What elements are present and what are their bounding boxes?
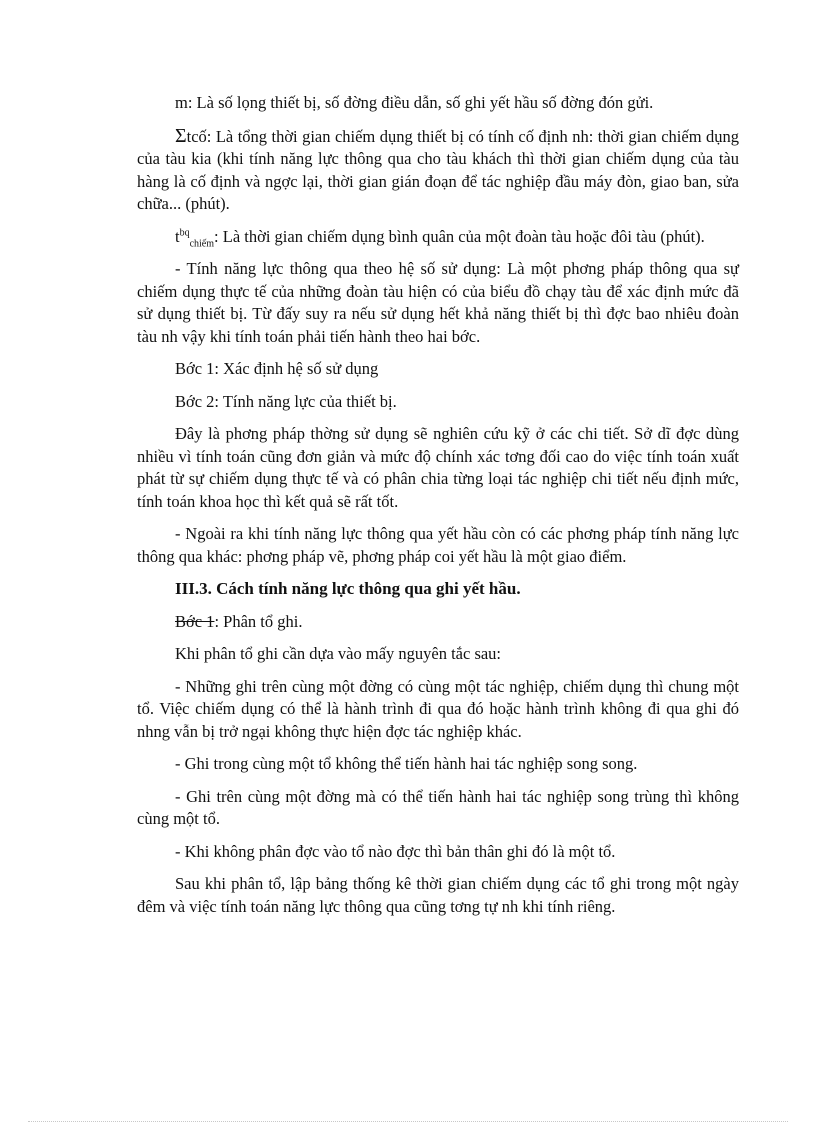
paragraph-step-2: Bớc 2: Tính năng lực của thiết bị. xyxy=(175,391,397,411)
t-symbol: t xyxy=(175,226,180,246)
paragraph-conclusion: Sau khi phân tổ, lập bảng thống kê thời gian chiếm dụng các tổ ghi trong một ngày đêm và việc tính toán năng lực thông qua cũng tơng tự nh khi tính riêng. xyxy=(137,874,739,916)
document-page xyxy=(137,92,739,928)
paragraph-m-definition: m: Là số lọng thiết bị, số đờng điều dẫn, số ghi yết hầu số đờng đón gửi. xyxy=(175,93,654,112)
subscript-chiem: chiếm xyxy=(189,237,215,249)
paragraph-principle-4: - Khi không phân đợc vào tổ nào đợc thì bản thân ghi đó là một tổ. xyxy=(175,841,616,861)
paragraph-principle-2: - Ghi trong cùng một tổ không thể tiến hành hai tác nghiệp song song. xyxy=(175,754,638,773)
paragraph-method-explanation: Đây là phơng pháp thờng sử dụng sẽ nghiên cứu kỹ ở các chi tiết. Sở dĩ đợc dùng nhiều vì tính toán cũng đơn giản và mức độ chính xác tơng đối cao do việc tính toán xuất phát từ sự chiếm dụng thực tế và có phân chia từng loại tác nghiệp chi tiết nếu định mức, tính toán khoa học thì kết quả sẽ rất tốt. xyxy=(137,424,739,511)
paragraph-tco-text: tcố: Là tổng thời gian chiếm dụng thiết bị có tính cố định nh: thời gian chiếm dụng của tàu kia (khi tính năng lực thông qua cho tàu khách thì thời gian chiếm dụng của tàu hàng là cố định và ngợc lại, thời gian gián đoạn để tác nghiệp đầu máy đòn, giao ban, sửa chữa... (phút). xyxy=(137,126,739,213)
paragraph-principles-intro: Khi phân tổ ghi cần dựa vào mấy nguyên tắc sau: xyxy=(175,644,502,663)
paragraph-principle-3: - Ghi trên cùng một đờng mà có thể tiến hành hai tác nghiệp song trùng thì không cùng một tổ. xyxy=(137,786,739,828)
paragraph-tco-definition xyxy=(137,125,739,216)
struck-step-label: Bớc 1 xyxy=(175,611,215,631)
paragraph-step-1: Bớc 1: Xác định hệ số sử dụng xyxy=(175,359,379,378)
superscript-bq: bq xyxy=(179,227,190,238)
paragraph-tbq-definition xyxy=(137,226,739,249)
paragraph-other-methods: - Ngoài ra khi tính năng lực thông qua yết hầu còn có các phơng pháp tính năng lực thông qua khác: phơng pháp vẽ, phơng pháp coi yết hầu là một giao điểm. xyxy=(137,524,739,566)
page-bottom-divider xyxy=(28,1121,788,1122)
paragraph-tbq-text: : Là thời gian chiếm dụng bình quân của một đoàn tàu hoặc đôi tàu (phút). xyxy=(214,226,705,246)
paragraph-grouping-step xyxy=(137,611,739,634)
grouping-step-text: : Phân tổ ghi. xyxy=(214,611,303,631)
paragraph-principle-1: - Những ghi trên cùng một đờng có cùng một tác nghiệp, chiếm dụng thì chung một tổ. Việc chiếm dụng có thể là hành trình đi qua đó hoặc hành trình không đi qua ghi đó nhng vẫn bị trở ngại không thực hiện đợc tác nghiệp khác. xyxy=(137,676,739,741)
paragraph-usage-coefficient: - Tính năng lực thông qua theo hệ số sử dụng: Là một phơng pháp thông qua sự chiếm dụng thực tế của những đoàn tàu hiện có của biểu đồ chạy tàu để xác định mức đã sử dụng thiết bị. Từ đấy suy ra nếu sử dụng hết khả năng thiết bị thì đợc bao nhiêu đoàn tàu nh vậy khi tính toán phải tiến hành theo hai bớc. xyxy=(137,259,739,346)
section-heading: III.3. Cách tính năng lực thông qua ghi yết hầu. xyxy=(175,579,521,598)
sigma-symbol: Σ xyxy=(175,124,187,147)
